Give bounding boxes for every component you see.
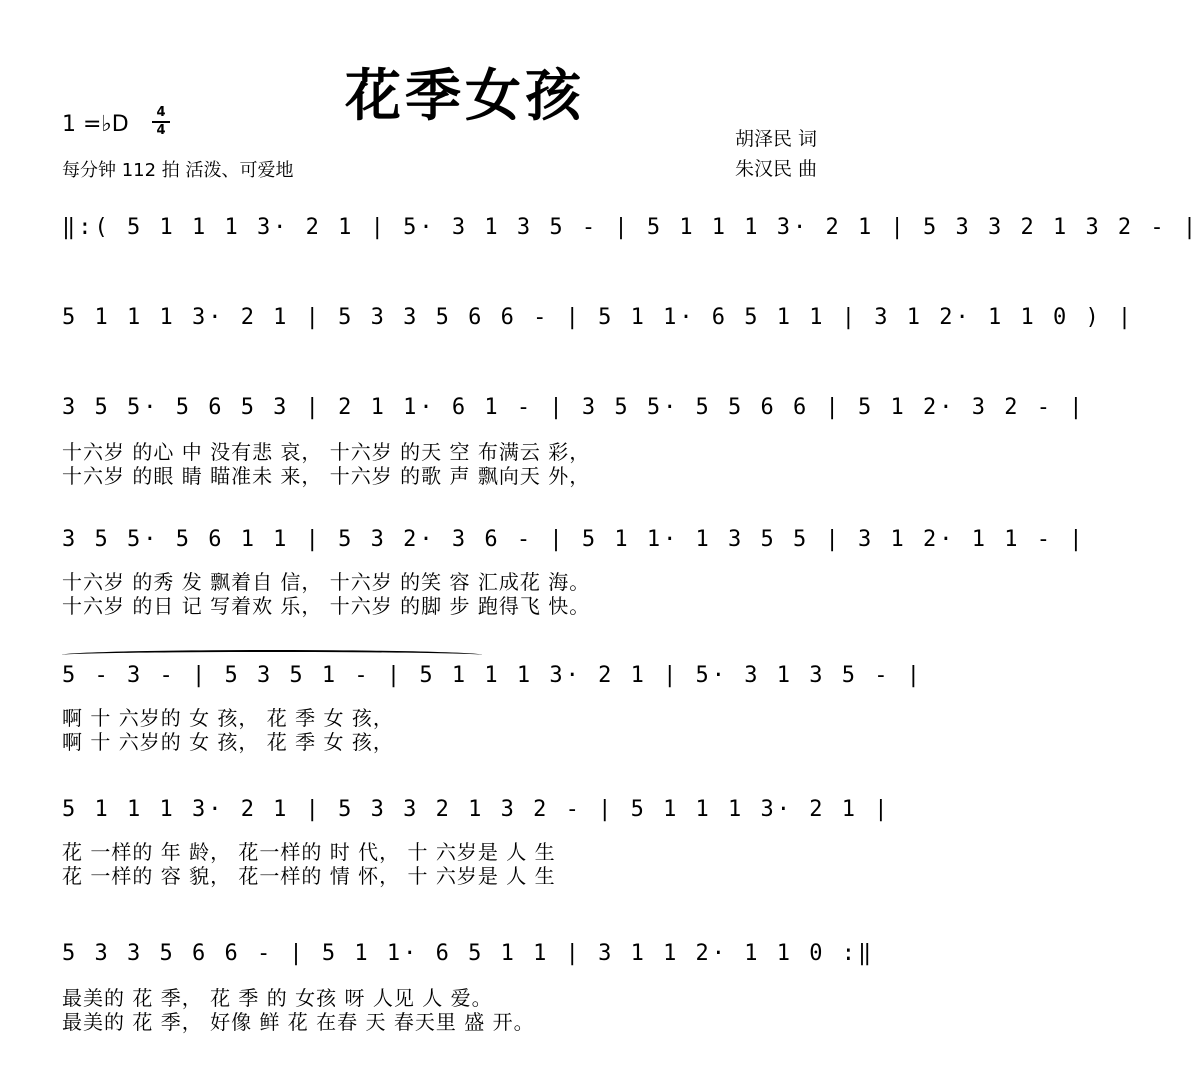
score-line-3 bbox=[62, 388, 1086, 428]
score-line-5 bbox=[62, 656, 923, 696]
time-signature bbox=[152, 106, 170, 138]
tempo-marking: 每分钟 112 拍 活泼、可爱地 bbox=[62, 160, 294, 181]
time-numerator: 4 bbox=[156, 105, 166, 120]
notation-row: 3 5 5· 5 6 1 1 | 5 3 2· 3 6 - | 5 1 1· 1 3 5 5 | 3 1 2· 1 1 - | bbox=[62, 527, 1086, 552]
score-line-7 bbox=[62, 934, 874, 974]
lyric-verse-2: 啊 十 六岁的 女 孩， 花 季 女 孩， bbox=[62, 730, 394, 754]
lyric-verse-2: 十六岁 的日 记 写着欢 乐， 十六岁 的脚 步 跑得飞 快。 bbox=[62, 594, 591, 618]
lyric-verse-1: 最美的 花 季， 花 季 的 女孩 呀 人见 人 爱。 bbox=[62, 986, 493, 1010]
composer-credit: 朱汉民 曲 bbox=[735, 158, 818, 180]
lyric-verse-2: 最美的 花 季， 好像 鲜 花 在春 天 春天里 盛 开。 bbox=[62, 1010, 535, 1034]
score-line-2 bbox=[62, 298, 1135, 338]
tie-arc bbox=[62, 650, 482, 660]
lyric-verse-1: 十六岁 的秀 发 飘着自 信， 十六岁 的笑 容 汇成花 海。 bbox=[62, 570, 591, 594]
lyricist-credit: 胡泽民 词 bbox=[735, 128, 818, 150]
notation-row: 3 5 5· 5 6 5 3 | 2 1 1· 6 1 - | 3 5 5· 5 5 6 6 | 5 1 2· 3 2 - | bbox=[62, 395, 1086, 420]
lyric-verse-2: 十六岁 的眼 睛 瞄准未 来， 十六岁 的歌 声 飘向天 外， bbox=[62, 464, 591, 488]
notation-row: 5 1 1 1 3· 2 1 | 5 3 3 2 1 3 2 - | 5 1 1 1 3· 2 1 | bbox=[62, 797, 891, 822]
key-signature: 1 =♭D bbox=[62, 112, 129, 137]
notation-row: 5 1 1 1 3· 2 1 | 5 3 3 5 6 6 - | 5 1 1· 6 5 1 1 | 3 1 2· 1 1 0 ) | bbox=[62, 305, 1135, 330]
song-title: 花季女孩 bbox=[345, 64, 585, 129]
notation-row: ‖:( 5 1 1 1 3· 2 1 | 5· 3 1 3 5 - | 5 1 1 1 3· 2 1 | 5 3 3 2 1 3 2 - | bbox=[62, 215, 1199, 240]
lyric-verse-1: 十六岁 的心 中 没有悲 哀， 十六岁 的天 空 布满云 彩， bbox=[62, 440, 591, 464]
time-denominator: 4 bbox=[156, 123, 166, 138]
score-line-6 bbox=[62, 790, 891, 830]
score-line-1 bbox=[62, 208, 1199, 248]
lyric-verse-1: 花 一样的 年 龄， 花一样的 时 代， 十 六岁是 人 生 bbox=[62, 840, 556, 864]
notation-row: 5 3 3 5 6 6 - | 5 1 1· 6 5 1 1 | 3 1 1 2· 1 1 0 :‖ bbox=[62, 941, 875, 966]
notation-row: 5 - 3 - | 5 3 5 1 - | 5 1 1 1 3· 2 1 | 5· 3 1 3 5 - | bbox=[62, 663, 923, 688]
lyric-verse-1: 啊 十 六岁的 女 孩， 花 季 女 孩， bbox=[62, 706, 394, 730]
lyric-verse-2: 花 一样的 容 貌， 花一样的 情 怀， 十 六岁是 人 生 bbox=[62, 864, 556, 888]
score-line-4 bbox=[62, 520, 1086, 560]
